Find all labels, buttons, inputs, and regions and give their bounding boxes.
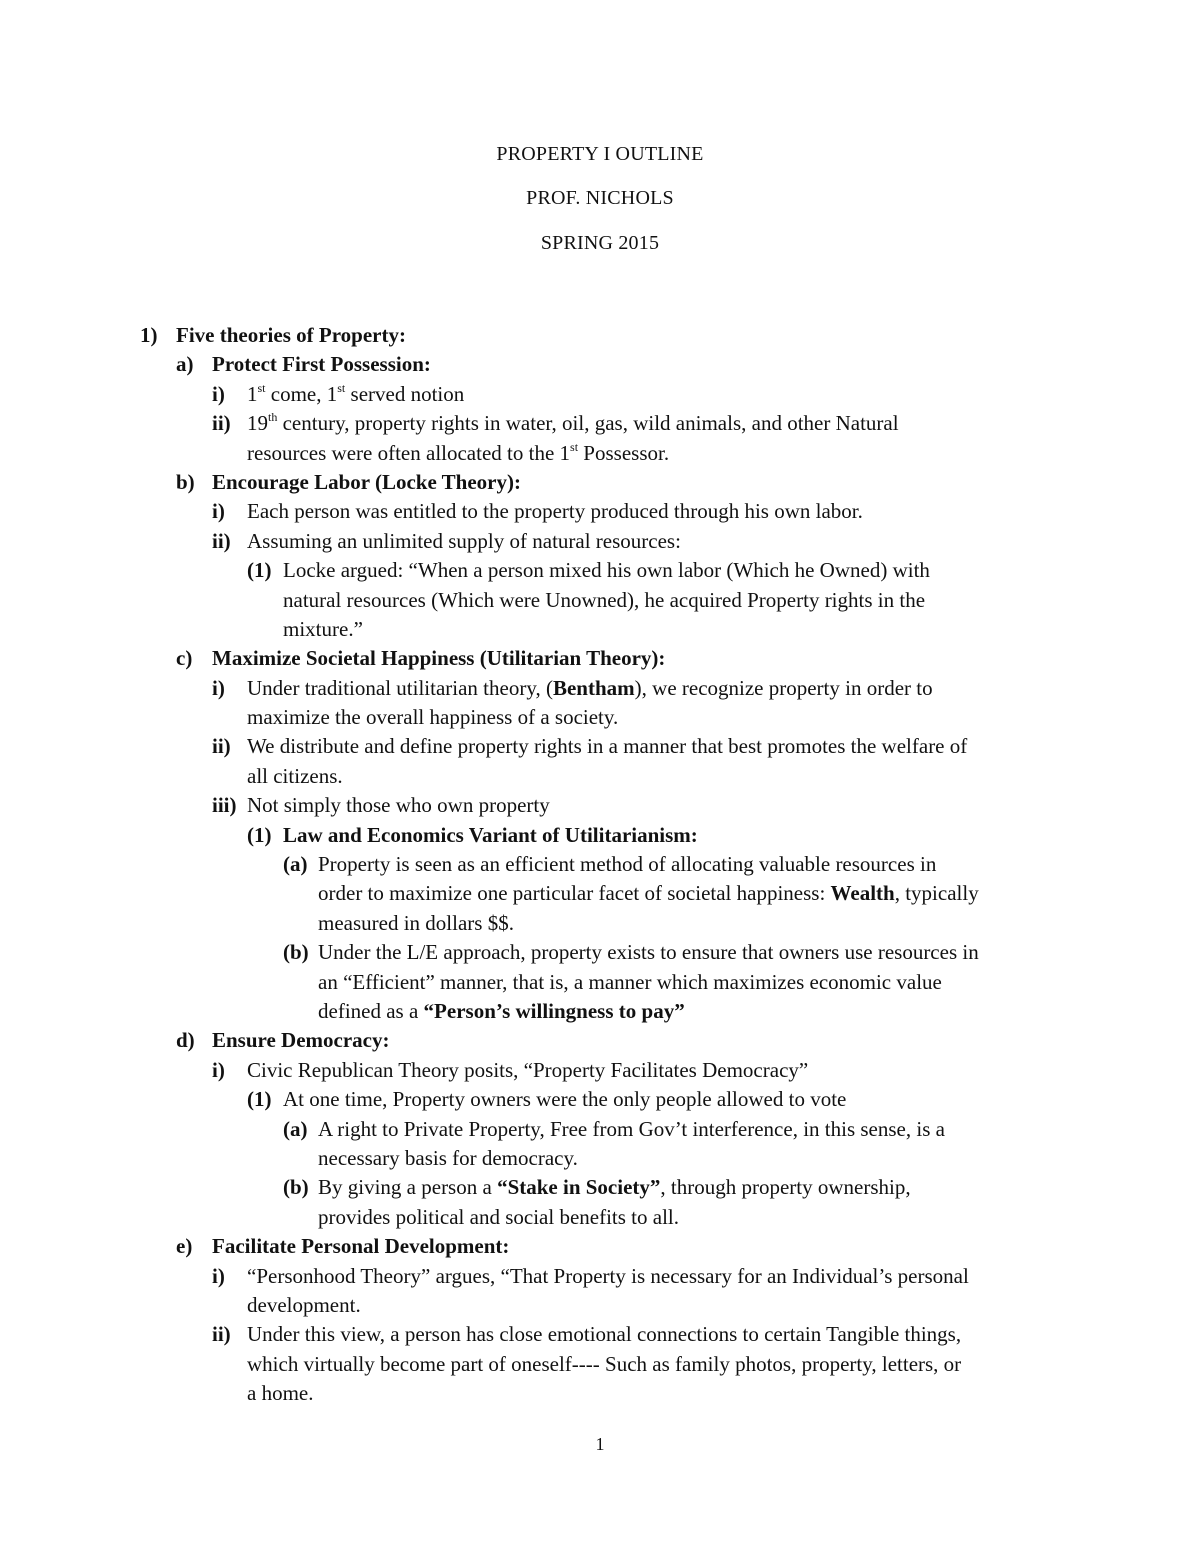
outline-body (0, 321, 1200, 1408)
outline-text (247, 497, 863, 526)
text-run: By giving a person a (318, 1175, 498, 1200)
text-run: “Stake in Society” (497, 1175, 661, 1200)
outline-text (247, 409, 899, 438)
outline-item (0, 1056, 1200, 1085)
text-run: Under this view, a person has close emotional connections to certain Tangible things, (247, 1322, 962, 1347)
outline-text (318, 1173, 911, 1202)
outline-marker: (1) (247, 1087, 272, 1112)
text-run: development. (247, 1292, 361, 1317)
text-run: served notion (345, 381, 465, 406)
outline-marker: d) (176, 1028, 195, 1053)
outline-text (318, 938, 979, 967)
text-run: Each person was entitled to the property produced through his own labor. (247, 499, 863, 524)
outline-marker: i) (212, 1263, 225, 1288)
outline-marker: ii) (212, 411, 231, 436)
text-run: “Person’s willingness to pay” (423, 998, 685, 1023)
outline-text (176, 321, 406, 350)
outline-continuation (0, 997, 1200, 1026)
outline-marker: i) (212, 381, 225, 406)
text-run: an “Efficient” manner, that is, a manner which maximizes economic value (318, 969, 942, 994)
text-run: Encourage Labor (Locke Theory): (212, 469, 521, 494)
text-run: Facilitate Personal Development: (212, 1234, 510, 1259)
text-run: Under the L/E approach, property exists to ensure that owners use resources in (318, 940, 979, 965)
outline-item (0, 1173, 1200, 1202)
outline-item (0, 497, 1200, 526)
outline-text (283, 556, 930, 585)
text-run: A right to Private Property, Free from Gov’t interference, in this sense, is a (318, 1116, 945, 1141)
text-run: which virtually become part of oneself---- Such as family photos, property, letters, or (247, 1351, 962, 1376)
outline-continuation (0, 1350, 1200, 1379)
text-run: “Personhood Theory” argues, “That Property is necessary for an Individual’s personal (247, 1263, 969, 1288)
page-number: 1 (595, 1434, 605, 1454)
text-run: order to maximize one particular facet of societal happiness: (318, 881, 831, 906)
outline-marker: (1) (247, 822, 272, 847)
outline-text (318, 968, 942, 997)
outline-marker: a) (176, 352, 194, 377)
ordinal-suffix: st (570, 439, 579, 454)
outline-item (0, 674, 1200, 703)
text-run: defined as a (318, 998, 424, 1023)
text-run: all citizens. (247, 763, 343, 788)
text-run: mixture.” (283, 616, 363, 641)
outline-marker: (a) (283, 852, 308, 877)
text-run: necessary basis for democracy. (318, 1145, 578, 1170)
text-run: Law and Economics Variant of Utilitarianism: (283, 822, 698, 847)
outline-continuation (0, 1291, 1200, 1320)
outline-text (318, 1144, 578, 1173)
outline-marker: e) (176, 1234, 193, 1259)
text-run: Five theories of Property: (176, 323, 406, 347)
outline-continuation (0, 909, 1200, 938)
outline-text (247, 703, 618, 732)
outline-marker: b) (176, 469, 195, 494)
text-run: Bentham (552, 675, 635, 700)
outline-item (0, 321, 1200, 350)
outline-item (0, 791, 1200, 820)
outline-text (247, 527, 681, 556)
outline-continuation (0, 1144, 1200, 1173)
outline-marker: ii) (212, 734, 231, 759)
outline-marker: (b) (283, 1175, 309, 1200)
outline-text (283, 615, 363, 644)
outline-marker: (a) (283, 1116, 308, 1141)
outline-item (0, 1085, 1200, 1114)
ordinal-suffix: st (257, 380, 266, 395)
outline-marker: i) (212, 675, 225, 700)
outline-text (212, 1232, 509, 1261)
outline-item (0, 644, 1200, 673)
outline-continuation (0, 439, 1200, 468)
outline-text (318, 1115, 945, 1144)
text-run: Protect First Possession: (212, 352, 431, 377)
outline-marker: i) (212, 499, 225, 524)
outline-item (0, 409, 1200, 438)
outline-item (0, 1026, 1200, 1055)
outline-text (283, 586, 925, 615)
outline-text (318, 879, 979, 908)
outline-item (0, 468, 1200, 497)
outline-item (0, 350, 1200, 379)
outline-marker: (b) (283, 940, 309, 965)
outline-text (283, 821, 698, 850)
outline-text (247, 1262, 969, 1291)
outline-item (0, 1262, 1200, 1291)
outline-continuation (0, 703, 1200, 732)
outline-text (247, 1350, 961, 1379)
outline-continuation (0, 615, 1200, 644)
text-run: measured in dollars $$. (318, 910, 514, 935)
outline-continuation (0, 762, 1200, 791)
outline-text (247, 439, 669, 468)
outline-item (0, 732, 1200, 761)
text-run: come, 1 (265, 381, 338, 406)
outline-continuation (0, 968, 1200, 997)
outline-text (247, 762, 343, 791)
text-run: , typically (894, 881, 979, 906)
text-run: Property is seen as an efficient method of allocating valuable resources in (318, 852, 937, 877)
text-run: 1 (247, 381, 258, 406)
outline-text (247, 791, 550, 820)
text-run: Under traditional utilitarian theory, ( (247, 675, 553, 700)
text-run: Wealth (830, 881, 895, 906)
text-run: a home. (247, 1381, 314, 1406)
outline-item (0, 556, 1200, 585)
outline-text (247, 380, 464, 409)
outline-marker: ii) (212, 1322, 231, 1347)
text-run: Ensure Democracy: (212, 1028, 390, 1053)
text-run: provides political and social benefits to all. (318, 1204, 679, 1229)
outline-marker: i) (212, 1057, 225, 1082)
outline-text (212, 350, 431, 379)
outline-text (212, 1026, 390, 1055)
outline-text (318, 909, 514, 938)
outline-item (0, 1232, 1200, 1261)
text-run: Assuming an unlimited supply of natural resources: (247, 528, 681, 553)
outline-item (0, 1115, 1200, 1144)
outline-item (0, 527, 1200, 556)
professor-name: PROF. NICHOLS (526, 187, 674, 209)
outline-text (212, 644, 665, 673)
text-run: maximize the overall happiness of a society. (247, 705, 619, 730)
outline-continuation (0, 1379, 1200, 1408)
outline-continuation (0, 1203, 1200, 1232)
outline-text (247, 1320, 961, 1349)
outline-continuation (0, 879, 1200, 908)
text-run: resources were often allocated to the 1 (247, 440, 571, 465)
ordinal-suffix: st (337, 380, 346, 395)
outline-continuation (0, 586, 1200, 615)
text-run: century, property rights in water, oil, gas, wild animals, and other Natural (277, 411, 899, 436)
outline-text (318, 1203, 679, 1232)
outline-marker: c) (176, 646, 193, 671)
text-run: Civic Republican Theory posits, “Property Facilitates Democracy” (247, 1057, 809, 1082)
text-run: Maximize Societal Happiness (Utilitarian Theory): (212, 646, 666, 671)
text-run: Not simply those who own property (247, 793, 550, 818)
text-run: ), we recognize property in order to (634, 675, 933, 700)
outline-text (247, 674, 933, 703)
ordinal-suffix: th (268, 410, 278, 425)
text-run: , through property ownership, (660, 1175, 911, 1200)
outline-marker: (1) (247, 558, 272, 583)
text-run: natural resources (Which were Unowned), he acquired Property rights in the (283, 587, 926, 612)
text-run: At one time, Property owners were the only people allowed to vote (283, 1087, 847, 1112)
outline-item (0, 1320, 1200, 1349)
text-run: Locke argued: “When a person mixed his own labor (Which he Owned) with (283, 558, 930, 583)
outline-marker: iii) (212, 793, 237, 818)
outline-marker: ii) (212, 528, 231, 553)
outline-marker: 1) (140, 323, 158, 347)
outline-text (247, 1291, 361, 1320)
outline-text (247, 732, 967, 761)
outline-text (247, 1379, 313, 1408)
outline-item (0, 821, 1200, 850)
outline-text (247, 1056, 808, 1085)
text-run: 19 (247, 411, 268, 436)
outline-text (318, 850, 936, 879)
outline-item (0, 938, 1200, 967)
outline-item (0, 380, 1200, 409)
outline-item (0, 850, 1200, 879)
term: SPRING 2015 (540, 232, 660, 254)
document-title: PROPERTY I OUTLINE (496, 143, 704, 165)
text-run: We distribute and define property rights in a manner that best promotes the welfare of (247, 734, 968, 759)
outline-text (283, 1085, 846, 1114)
outline-text (318, 997, 685, 1026)
text-run: Possessor. (578, 440, 670, 465)
outline-text (212, 468, 521, 497)
